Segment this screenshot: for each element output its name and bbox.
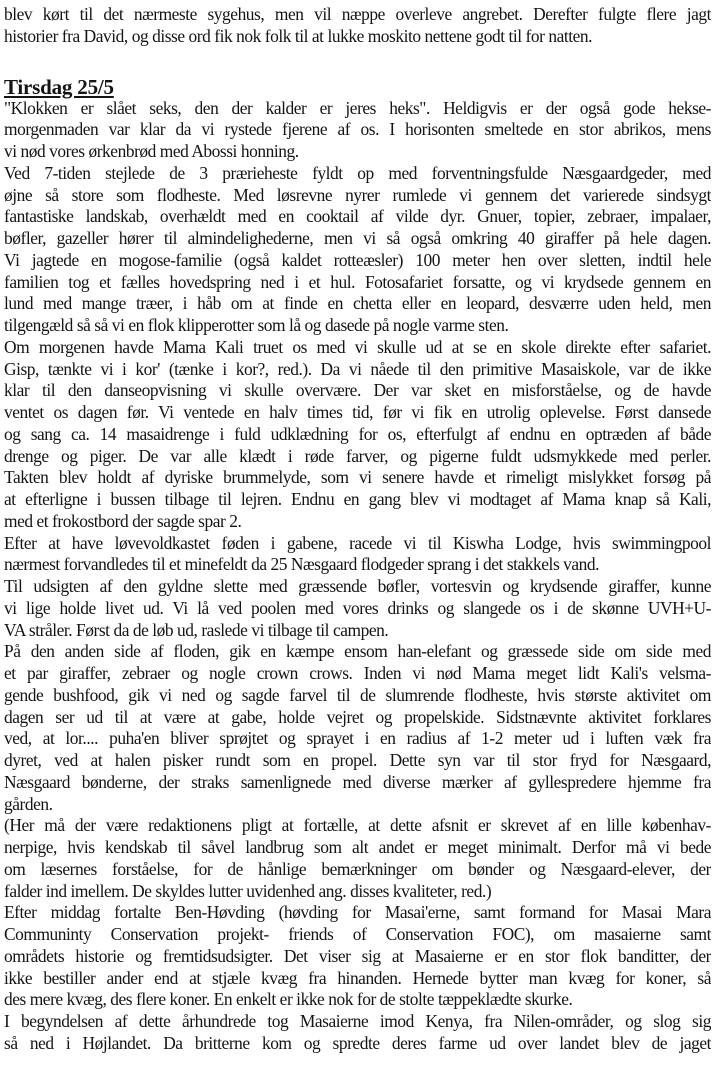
text-line: "Klokken er slået seks, den der kalder er jeres heks". Heldigvis er der også gode hekse-: [4, 97, 711, 118]
paragraph: [4, 337, 711, 533]
text-line: gende bushfood, gik vi ned og sagde farvel til de slumrende flodheste, hvis største aktivitet om: [4, 684, 711, 705]
text-line: lund med mange træer, i håb om at finde en chetta eller en leopard, desværre uden held, men: [4, 293, 711, 314]
text-line: Takten blev holdt af dyriske brummelyde, som vi senere havde et rimeligt mislykket forsøg på: [4, 467, 711, 488]
text-line: Efter at have løvevoldkastet føden i gabene, racede vi til Kiswha Lodge, hvis swimmingpool: [4, 532, 711, 553]
paragraph: [4, 641, 711, 815]
paragraph: [4, 163, 711, 337]
section-heading: Tirsdag 25/5: [4, 74, 114, 99]
paragraph: [4, 1011, 711, 1055]
text-line: vi lige holde livet ud. Vi lå ved poolen med vores drinks og slangede os i de skønne UVH+U-: [4, 597, 711, 618]
paragraph: [4, 576, 711, 641]
text-line: I begyndelsen af dette århundrede tog Masaierne imod Kenya, fra Nilen-områder, og slog sig: [4, 1011, 711, 1031]
text-line: nerpige, hvis kendskab til såvel landbrug som alt andet er meget minimalt. Derfor må vi bede: [4, 837, 711, 857]
text-line: ved, at lor.... puha'en bliver sprøjtet og sprayet i en radius af 1-2 meter ud i luften væk fra: [4, 728, 711, 749]
section-body: [4, 98, 711, 1055]
text-line: drenge og piger. De var alle klædt i røde farver, og pigerne fuldt udsmykkede med perler.: [4, 445, 711, 466]
text-line: Vi jagtede en mogose-familie (også kaldet rotteæsler) 100 meter hen over sletten, indtil hele: [4, 249, 711, 270]
text-line: bøfler, gazeller hører til almindelighederne, men vi så også omkring 40 giraffer på hele dagen.: [4, 228, 711, 248]
text-line: Næsgaard bønderne, der straks samenlignede med diverse mærker af gyllespredere hjemme fra: [4, 771, 711, 792]
paragraph: [4, 815, 711, 902]
text-line: tilgengæld så så vi en flok klipperotter som lå og dasede på nogle varme sten.: [4, 315, 509, 335]
text-line: Til udsigten af den gyldne slette med græssende bøfler, vortesvin og krydsende giraffer, kunne: [4, 576, 711, 596]
text-line: historier fra David, og disse ord fik nok folk til at lukke moskito nettene godt til for natten.: [4, 25, 593, 46]
text-line: På den anden side af floden, gik en kæmpe ensom han-elefant og græssede side om side med: [4, 641, 711, 662]
text-line: at efterligne i bussen tilbage til lejren. Endnu en gang blev vi modtaget af Mama knap så Kali,: [4, 489, 711, 509]
text-line: ikke bestiller ander end at stjæle kvæg fra hinanden. Hernede bytter man kvæg for koner, så: [4, 967, 711, 988]
paragraph: [4, 902, 711, 1011]
text-line: med et frokostbord der sagde spar 2.: [4, 510, 242, 531]
text-line: (Her må der være redaktionens pligt at fortælle, at dette afsnit er skrevet af en lille københav-: [4, 815, 711, 836]
text-line: ventet os dagen før. Vi ventede en halv times tid, før vi fik en utrolig oplevelse. Først dansede: [4, 402, 711, 422]
text-line: øjne så store som flodheste. Med løsrevne nyrer rumlede vi gennem det varierede sindsygt: [4, 184, 711, 205]
text-line: og sang ca. 14 masaidrenge i fuld udklædning for os, efterfulgt af endnu en optræden af både: [4, 423, 711, 444]
text-line: Gisp, tænkte vi i kor' (tænke i kor?, red.). Da vi nåede til den primitive Masaiskole, var de ikke: [4, 358, 711, 379]
section-gap: [4, 48, 711, 72]
text-line: Communinty Conservation projekt- friends of Conservation FOC), om masaierne samt: [4, 924, 711, 944]
text-line: gården.: [4, 793, 53, 814]
text-line: fantastiske landskab, overhældt med en cooktail af vilde dyr. Gnuer, topier, zebraer, impalaer,: [4, 206, 711, 227]
text-line: Om morgenen havde Mama Kali truet os med vi skulle ud at se en skole direkte efter safariet.: [4, 336, 711, 357]
document-page: [4, 0, 711, 1055]
intro-paragraph: [4, 4, 711, 48]
text-line: vi nød vores ørkenbrød med Abossi honning.: [4, 141, 299, 161]
text-line: et par giraffer, zebraer og nogle crown crows. Inden vi nød Mama meget lidt Kali's velsma-: [4, 663, 711, 683]
text-line: så ned i Højlandet. Da britterne kom og spredte deres farme ud over landet blev de jaget: [4, 1032, 711, 1053]
text-line: falder ind imellem. De skyldes lutter uvidenhed ang. disses kvaliteter, red.): [4, 880, 492, 901]
text-line: blev kørt til det nærmeste sygehus, men vil næppe overleve angrebet. Derefter fulgte flere jagt: [4, 4, 711, 24]
paragraph: [4, 533, 711, 577]
text-line: Efter middag fortalte Ben-Høvding (høvding for Masai'erne, samt formand for Masai Mara: [4, 902, 711, 923]
text-line: områdets historie og fremtidsudsigter. Det viser sig at Masaierne er en stor flok banditter, der: [4, 945, 711, 966]
text-line: om læsernes forståelse, for de hånlige bemærkninger om bønder og Næsgaard-elever, der: [4, 858, 711, 879]
text-line: nærmest forvandledes til et minefeldt da 25 Næsgaard flodgeder sprang i det stakkels vand.: [4, 554, 600, 575]
text-line: VA stråler. Først da de løb ud, raslede vi tilbage til campen.: [4, 619, 389, 640]
text-line: morgenmaden var klar da vi rystede fjerene af os. I horisonten smeltede en stor abrikos, mens: [4, 119, 711, 140]
paragraph: [4, 98, 711, 163]
text-line: Ved 7-tiden stejlede de 3 prærieheste fyldt op med forventningsfulde Næsgaardgeder, med: [4, 162, 711, 183]
text-line: klar til den danseopvisning vi skulle overvære. Der var sket en misforståelse, og de havde: [4, 380, 711, 401]
text-line: dyret, ved at halen pisker rundt som en propel. Dette syn var til stor fryd for Næsgaard,: [4, 750, 711, 770]
text-line: des mere kvæg, des flere koner. En enkelt er ikke nok for de stolte tæppeklædte skurke.: [4, 989, 573, 1010]
text-line: dagen ser ud til at være at gabe, holde vejret og propelskide. Sidstnævnte aktivitet forklares: [4, 706, 711, 727]
text-line: familien tog et fælles hovedspring ned i et hul. Fotosafariet forsatte, og vi krydsede gennem en: [4, 271, 711, 292]
